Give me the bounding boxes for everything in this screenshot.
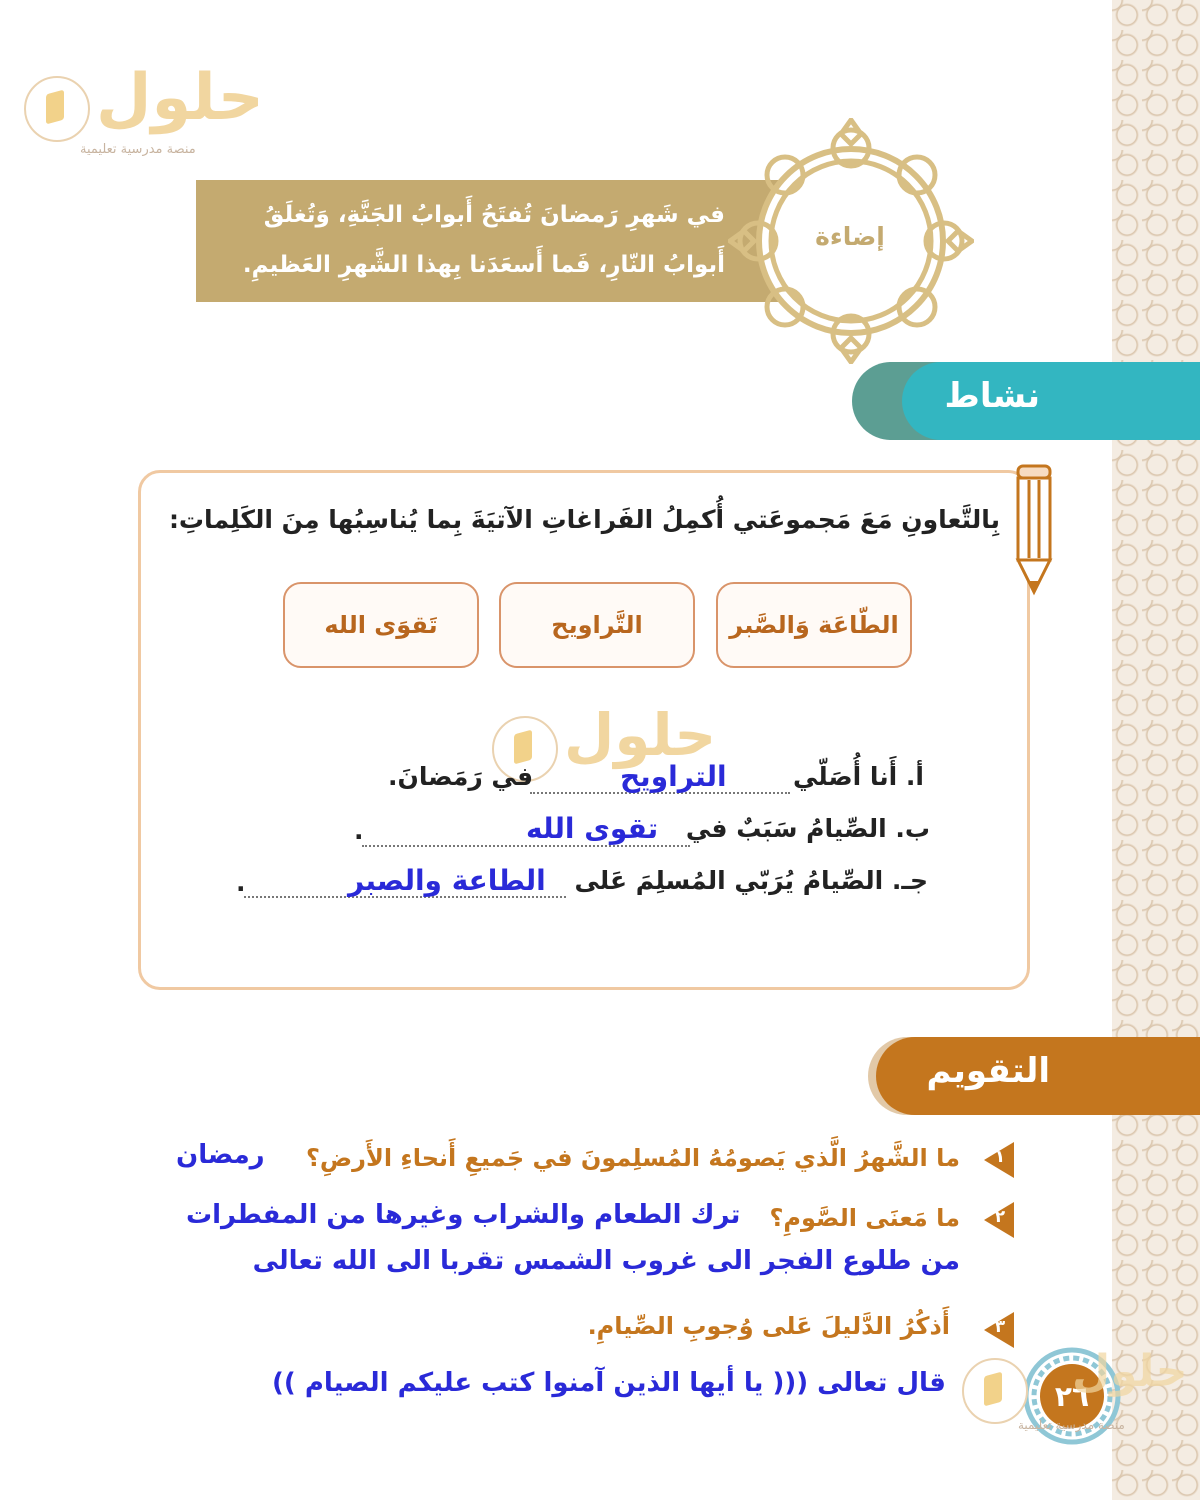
decorative-border bbox=[1112, 0, 1200, 1500]
logo-tagline: منصة مدرسية تعليمية bbox=[1018, 1418, 1125, 1432]
sentence-a-prefix: أ. أَنا أُصَلّي bbox=[792, 762, 924, 791]
sentence-b-suffix: . bbox=[354, 816, 364, 845]
sentence-b-blank bbox=[362, 845, 690, 847]
question-1-number: ١ bbox=[994, 1147, 1006, 1167]
evaluation-tab bbox=[876, 1037, 1200, 1115]
question-3-number: ٣ bbox=[994, 1317, 1006, 1337]
logo-text: حلول bbox=[564, 701, 717, 769]
sentence-c-prefix: جـ. الصِّيامُ يُرَبّي المُسلِمَ عَلى bbox=[574, 866, 928, 895]
sentence-a-answer: التراويح bbox=[620, 760, 727, 793]
activity-tab bbox=[902, 362, 1200, 440]
logo-icon bbox=[962, 1358, 1028, 1424]
question-1-text: ما الشَّهرُ الَّذي يَصومُهُ المُسلِمونَ في جَميعِ أَنحاءِ الأَرضِ؟ bbox=[305, 1144, 960, 1172]
evaluation-tab-label: التقويم bbox=[926, 1051, 1050, 1091]
highlight-line-2: أَبوابُ النّارِ، فَما أَسعَدَنا بِهذا الشَّهرِ العَظيمِ. bbox=[242, 252, 725, 278]
question-2-answer: ترك الطعام والشراب وغيرها من المفطرات bbox=[186, 1200, 741, 1230]
page-number: ٢٦ bbox=[1040, 1364, 1104, 1428]
sentence-c-suffix: . bbox=[236, 868, 246, 897]
question-2-answer-line-2: من طلوع الفجر الى غروب الشمس تقربا الى الله تعالى bbox=[252, 1246, 960, 1276]
sentence-c-answer: الطاعة والصبر bbox=[348, 864, 546, 897]
question-2-number: ٢ bbox=[994, 1207, 1006, 1227]
logo-icon bbox=[24, 76, 90, 142]
word-bank-item-3: تَقوَى الله bbox=[283, 582, 479, 668]
highlight-label: إضاءة bbox=[815, 222, 885, 251]
watermark-logo-bottom bbox=[962, 1346, 1188, 1440]
logo-text: حلول bbox=[1072, 1346, 1188, 1397]
watermark-logo bbox=[24, 61, 264, 166]
sentence-b-prefix: ب. الصِّيامُ سَبَبٌ في bbox=[685, 814, 930, 843]
activity-tab-label: نشاط bbox=[944, 376, 1040, 416]
sentence-a-suffix: في رَمَضانَ. bbox=[388, 762, 534, 791]
highlight-text bbox=[205, 190, 725, 290]
word-bank-item-1: الطّاعَة وَالصَّبر bbox=[716, 582, 912, 668]
word-bank-item-2: التَّراويح bbox=[499, 582, 695, 668]
question-3-answer: قال تعالى ((( يا أيها الذين آمنوا كتب عليكم الصيام )) bbox=[272, 1368, 946, 1398]
highlight-line-1: في شَهرِ رَمضانَ تُفتَحُ أَبوابُ الجَنَّةِ، وَتُغلَقُ bbox=[263, 202, 725, 228]
question-1-answer: رمضان bbox=[176, 1140, 265, 1170]
question-2-text: ما مَعنَى الصَّومِ؟ bbox=[769, 1204, 960, 1232]
activity-instruction: بِالتَّعاونِ مَعَ مَجموعَتي أُكمِلُ الفَراغاتِ الآتيَةَ بِما يُناسِبُها مِنَ الكَلِماتِ: bbox=[168, 505, 1000, 534]
sentence-b-answer: تقوى الله bbox=[526, 812, 659, 845]
logo-tagline: منصة مدرسية تعليمية bbox=[80, 142, 196, 157]
pencil-icon bbox=[1012, 462, 1056, 598]
logo-text: حلول bbox=[96, 61, 264, 135]
question-3-text: أَذكُرُ الدَّليلَ عَلى وُجوبِ الصِّيامِ. bbox=[587, 1312, 950, 1340]
